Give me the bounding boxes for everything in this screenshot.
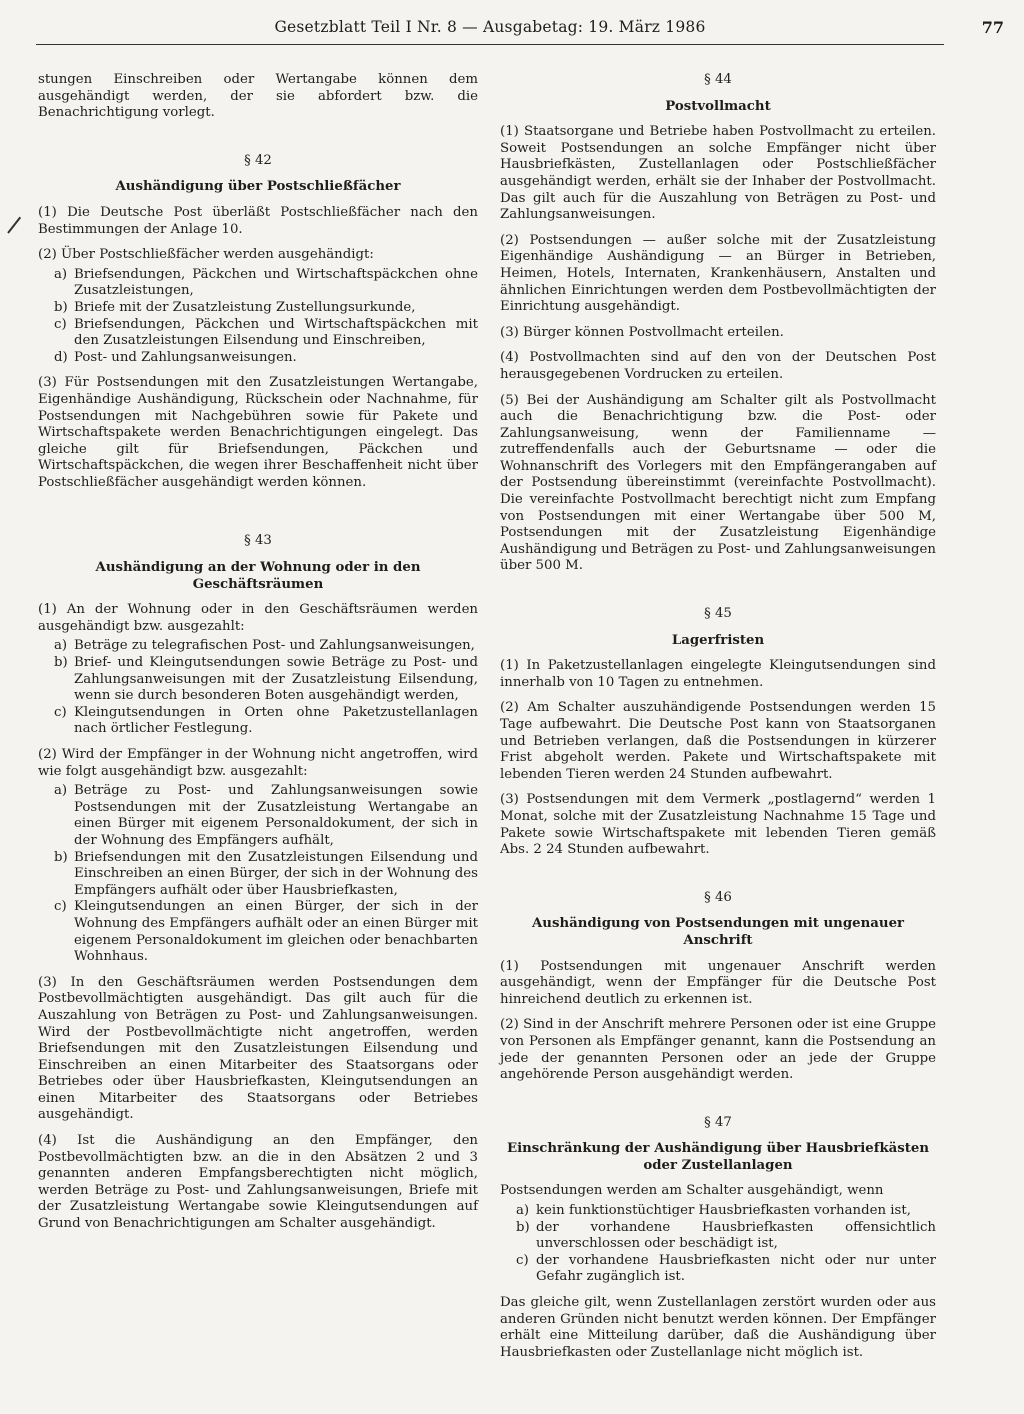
- section-44-number: § 44: [704, 72, 732, 87]
- section-45-number: § 45: [704, 606, 732, 622]
- list-item-text: Briefsendungen, Päckchen und Wirtschaftspäckchen ohne Zusatzleistungen,: [74, 266, 478, 299]
- page-header: [36, 14, 1004, 45]
- section-43-para-3: (3) In den Geschäftsräumen werden Postsendungen dem Postbevollmächtigten ausgehändigt. Das gilt auch für die Auszahlung von Beträgen zu Post- und Zahlungsanweisungen. Wird der Postbevollmächtigte nicht angetroffen, werden Briefsendungen mit den Zusatzleistungen Eilsendung und Einschreiben an einen Mitarbeiter des Staatsorgans oder Betriebes oder über Hausbriefkasten, Kleingutsendungen an einen Mitarbeiter des Staatsorgans oder Betriebes ausgehändigt.: [38, 974, 478, 1123]
- list-item: [38, 783, 478, 849]
- list-item-text: Briefe mit der Zusatzleistung Zustellungsurkunde,: [74, 299, 416, 315]
- section-45-para-1: (1) In Paketzustellanlagen eingelegte Kleingutsendungen sind innerhalb von 10 Tagen zu entnehmen.: [500, 658, 936, 690]
- section-44-para-3: (3) Bürger können Postvollmacht erteilen.: [500, 324, 784, 340]
- section-42-para-1: (1) Die Deutsche Post überläßt Postschließfächer nach den Bestimmungen der Anlage 10.: [38, 204, 478, 237]
- list-item: [38, 350, 478, 367]
- section-43-title: Aushändigung an der Wohnung oder in den Geschäftsräumen: [95, 560, 421, 592]
- section-42-number: § 42: [244, 152, 272, 168]
- section-43-list-1: [38, 638, 478, 738]
- section-43-para-4: (4) Ist die Aushändigung an den Empfänger, den Postbevollmächtigten bzw. an die in den Absätzen 2 und 3 genannten anderen Empfangsberechtigten nicht möglich, werden Beträge zu Post- und Zahlungsanweisungen, Briefe mit der Zusatzleistung Wertangabe sowie Kleingutsendungen auf Grund von Benachrichtigungen am Schalter ausgehändigt.: [38, 1133, 478, 1232]
- list-item: [38, 300, 478, 317]
- list-item-text: Post- und Zahlungsanweisungen.: [74, 349, 297, 365]
- list-item-text: Beträge zu telegrafischen Post- und Zahlungsanweisungen,: [74, 638, 475, 654]
- section-47-title-line-2: oder Zustellanlagen: [643, 1157, 793, 1173]
- list-item: [38, 850, 478, 900]
- list-item-text: kein funktionstüchtiger Hausbriefkasten vorhanden ist,: [536, 1203, 911, 1219]
- list-item: [38, 317, 478, 350]
- list-item-label: c): [54, 704, 67, 720]
- list-item-label: a): [54, 266, 68, 282]
- section-45-title: Lagerfristen: [671, 632, 765, 648]
- section-42-para-3: (3) Für Postsendungen mit den Zusatzleistungen Wertangabe, Eigenhändige Aushändigung, Rückschein oder Nachnahme, für Postsendungen mit Nachgebühren sowie für Pakete und Wirtschaftspakete werden Benachrichtigungen eingelegt. Das gleiche gilt für Briefsendungen, Päckchen und Wirtschaftspäckchen, die wegen ihrer Beschaffenheit nicht über Postschließfächer ausgehändigt werden können.: [38, 375, 478, 490]
- list-item-text: Kleingutsendungen in Orten ohne Paketzustellanlagen nach örtlicher Festlegung.: [74, 704, 478, 737]
- section-42-list: [38, 267, 478, 367]
- list-item-text: Briefsendungen, Päckchen und Wirtschaftspäckchen mit den Zusatzleistungen Eilsendung und Einschreiben,: [74, 316, 478, 349]
- section-45-para-2: (2) Am Schalter auszuhändigende Postsendungen werden 15 Tage aufbewahrt. Die Deutsche Post kann von Staatsorganen und Betrieben verlangen, daß die Postsendungen in kürzerer Frist abgeholt werden. Pakete und Wirtschaftspakete mit lebenden Tieren werden 24 Stunden aufbewahrt.: [500, 700, 936, 782]
- section-47-para-1: Postsendungen werden am Schalter ausgehändigt, wenn: [500, 1183, 884, 1199]
- list-item-text: der vorhandene Hausbriefkasten nicht oder nur unter Gefahr zugänglich ist.: [536, 1252, 936, 1285]
- section-44-para-5: (5) Bei der Aushändigung am Schalter gilt als Postvollmacht auch die Benachrichtigung bzw. die Post- oder Zahlungsanweisung, wenn der Familienname — zutreffendenfalls auch der Geburtsname — oder die Wohnanschrift des Vorlegers mit den Empfängerangaben auf der Postsendung übereinstimmt (vereinfachte Postvollmacht). Die vereinfachte Postvollmacht berechtigt nicht zum Empfang von Postsendungen mit einer Wertangabe über 500 M, Postsendungen mit der Zusatzleistung Eigenhändige Aushändigung und Beträgen zu Post- und Zahlungsanweisungen über 500 M.: [500, 392, 936, 574]
- list-item: [500, 1253, 936, 1286]
- section-47-title: [500, 1141, 936, 1174]
- list-item-text: Kleingutsendungen an einen Bürger, der sich in der Wohnung des Empfängers aufhält oder an einen Bürger mit eigenem Personaldokument im gleichen oder benachbarten Wohnhaus.: [74, 899, 478, 965]
- section-46-number: § 46: [704, 889, 732, 905]
- section-43-list-2: [38, 783, 478, 966]
- list-item-label: a): [54, 638, 68, 654]
- list-item-label: a): [516, 1203, 530, 1219]
- section-42-title: Aushändigung über Postschließfächer: [115, 179, 401, 195]
- section-45-para-3: (3) Postsendungen mit dem Vermerk „postlagernd“ werden 1 Monat, solche mit der Zusatzleistung Nachnahme 15 Tage und Pakete sowie Wirtschaftspakete mit lebenden Tieren gemäß Abs. 2 24 Stunden aufbewahrt.: [500, 792, 936, 858]
- left-column: [38, 72, 478, 1242]
- section-42-para-2: (2) Über Postschließfächer werden ausgehändigt:: [38, 247, 374, 263]
- list-item-label: c): [54, 316, 67, 332]
- list-item-label: a): [54, 783, 68, 799]
- list-item-label: b): [54, 655, 68, 671]
- list-item: [38, 899, 478, 965]
- list-item-label: d): [54, 349, 68, 365]
- section-47-title-line-1: Einschränkung der Aushändigung über Hausbriefkästen: [506, 1141, 930, 1157]
- list-item: [38, 267, 478, 300]
- list-item-text: Brief- und Kleingutsendungen sowie Beträge zu Post- und Zahlungsanweisungen mit der Zusatzleistung Eilsendung, wenn sie durch besonderen Boten ausgehändigt werden,: [74, 655, 478, 704]
- list-item-label: b): [54, 849, 68, 865]
- section-43-para-1: (1) An der Wohnung oder in den Geschäftsräumen werden ausgehändigt bzw. ausgezahlt:: [38, 602, 478, 634]
- continued-paragraph: stungen Einschreiben oder Wertangabe können dem ausgehändigt werden, der sie abfordert bzw. die Benachrichtigung vorlegt.: [38, 72, 478, 121]
- section-47-para-2: Das gleiche gilt, wenn Zustellanlagen zerstört wurden oder aus anderen Gründen nicht benutzt werden können. Der Empfänger erhält eine Mitteilung darüber, daß die Aushändigung über Hausbriefkasten oder Zustellanlage nicht möglich ist.: [500, 1295, 936, 1360]
- section-44-title: Postvollmacht: [665, 98, 771, 114]
- section-44-para-2: (2) Postsendungen — außer solche mit der Zusatzleistung Eigenhändige Aushändigung — an Bürger in Betrieben, Heimen, Hotels, Internaten, Krankenhäusern, Anstalten und ähnlichen Einrichtungen werden dem Postbevollmächtigten der Einrichtung ausgehändigt.: [500, 232, 936, 315]
- section-47-list: [500, 1203, 936, 1286]
- section-46-title: Aushändigung von Postsendungen mit ungenauer Anschrift: [531, 916, 905, 948]
- list-item: [38, 638, 478, 655]
- margin-pen-mark: [7, 217, 21, 234]
- list-item-text: Briefsendungen mit den Zusatzleistungen Eilsendung und Einschreiben an einen Bürger, der sich in der Wohnung des Empfängers aufhält oder über Hausbriefkasten,: [74, 849, 478, 898]
- list-item-label: b): [54, 299, 68, 315]
- section-46-para-2: (2) Sind in der Anschrift mehrere Personen oder ist eine Gruppe von Personen als Empfänger genannt, kann die Postsendung an jede der genannten Personen oder an jede der Gruppe angehörende Person ausgehändigt werden.: [500, 1017, 936, 1083]
- right-column: [500, 72, 936, 1370]
- section-47-number: § 47: [704, 1114, 732, 1130]
- list-item: [500, 1220, 936, 1253]
- section-44-para-1: (1) Staatsorgane und Betriebe haben Postvollmacht zu erteilen. Soweit Postsendungen an solche Empfänger nicht über Hausbriefkästen, Zustellanlagen oder Postschließfächer ausgehändigt werden, erhält sie der Inhaber der Postvollmacht. Das gilt auch für die Auszahlung von Beträgen zu Post- und Zahlungsanweisungen.: [500, 124, 936, 223]
- list-item: [38, 655, 478, 705]
- list-item-text: der vorhandene Hausbriefkasten offensichtlich unverschlossen oder beschädigt ist,: [536, 1219, 936, 1252]
- section-43-para-2: (2) Wird der Empfänger in der Wohnung nicht angetroffen, wird wie folgt ausgehändigt bzw. ausgezahlt:: [38, 747, 478, 779]
- page-number: 77: [981, 18, 1004, 37]
- list-item: [38, 705, 478, 738]
- list-item-label: b): [516, 1219, 530, 1235]
- list-item-label: c): [54, 899, 67, 915]
- header-title: Gesetzblatt Teil I Nr. 8 — Ausgabetag: 19. März 1986: [274, 18, 706, 36]
- list-item-label: c): [516, 1252, 529, 1268]
- list-item: [500, 1203, 936, 1220]
- section-44-para-4: (4) Postvollmachten sind auf den von der Deutschen Post herausgegebenen Vordrucken zu erteilen.: [500, 350, 936, 382]
- section-46-para-1: (1) Postsendungen mit ungenauer Anschrift werden ausgehändigt, wenn der Empfänger für die Deutsche Post hinreichend deutlich zu erkennen ist.: [500, 958, 936, 1007]
- list-item-text: Beträge zu Post- und Zahlungsanweisungen sowie Postsendungen mit der Zusatzleistung Wertangabe an einen Bürger mit eigenem Personaldokument, der sich in der Wohnung des Empfängers aufhält,: [74, 783, 478, 848]
- section-43-number: § 43: [244, 533, 272, 549]
